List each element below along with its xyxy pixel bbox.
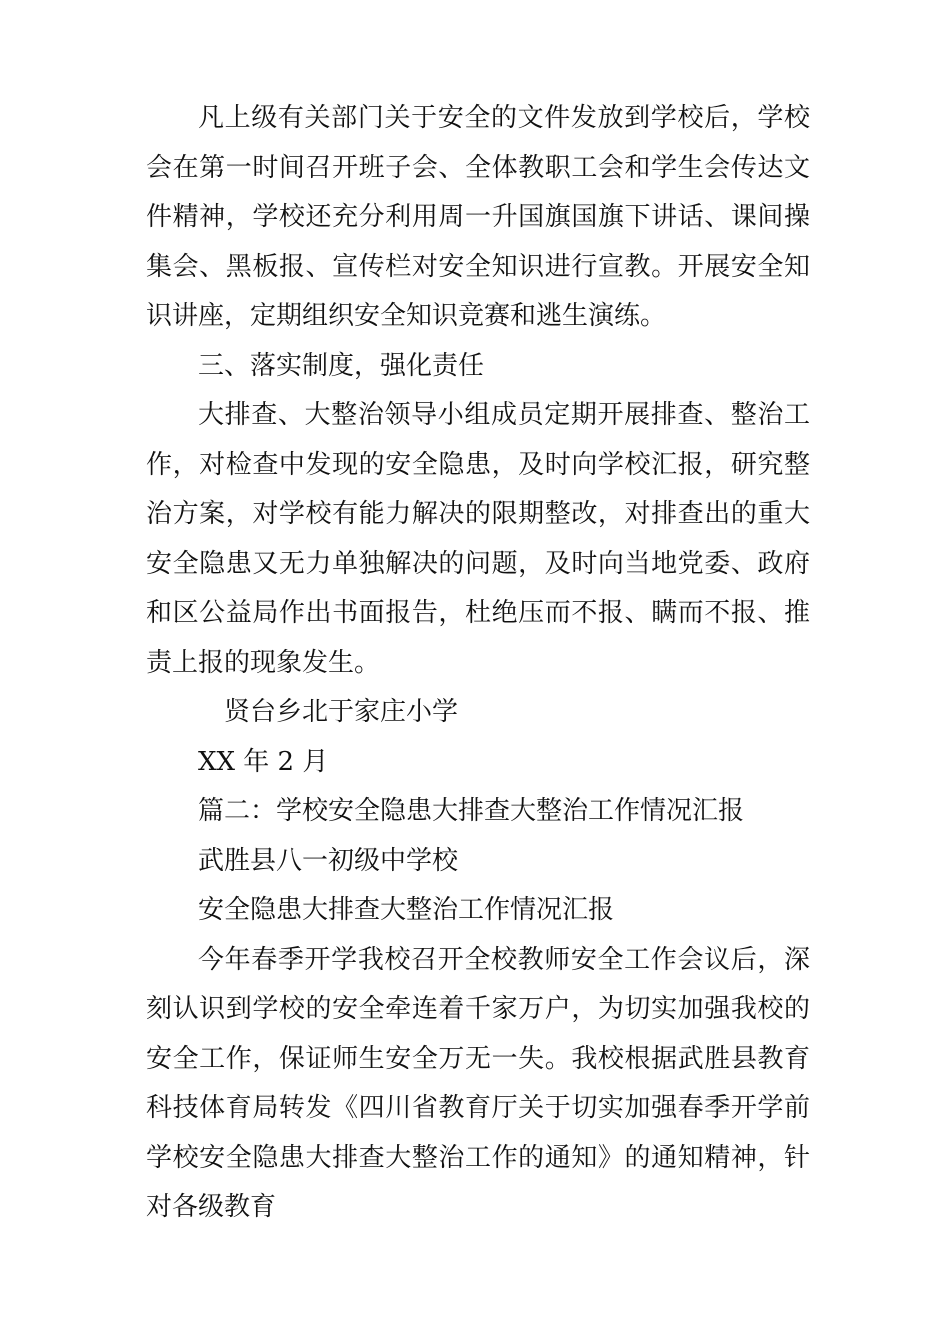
- section-heading-three: 三、落实制度，强化责任: [198, 350, 485, 381]
- paragraph-spring-semester-meeting: 今年春季开学我校召开全校教师安全工作会议后，深刻认识到学校的安全牵连着千家万户，为切实加强我校的安全工作，保证师生安全万无一失。我校根据武胜县教育科技体育局转发《四川省教育厅关于切实加强春季开学前学校安全隐患大排查大整治工作的通知》的通知精神，针对各级教育: [146, 944, 810, 1222]
- school-name: 武胜县八一初级中学校: [198, 845, 459, 876]
- signature-date: XX 年 2 月: [198, 746, 329, 777]
- part-two-title: 篇二：学校安全隐患大排查大整治工作情况汇报: [198, 796, 745, 826]
- report-title: 安全隐患大排查大整治工作情况汇报: [198, 895, 615, 925]
- signature-school: 贤台乡北于家庄小学: [224, 697, 459, 727]
- paragraph-inspection-rectification: 大排查、大整治领导小组成员定期开展排查、整治工作，对检查中发现的安全隐患，及时向学校汇报，研究整治方案，对学校有能力解决的限期整改，对排查出的重大安全隐患又无力单独解决的问题，及时向当地党委、政府和区公益局作出书面报告，杜绝压而不报、瞒而不报、推责上报的现象发生。: [146, 400, 810, 678]
- document-body: [146, 94, 810, 1233]
- paragraph-safety-publicity: 凡上级有关部门关于安全的文件发放到学校后，学校会在第一时间召开班子会、全体教职工会和学生会传达文件精神，学校还充分利用周一升国旗国旗下讲话、课间操集会、黑板报、宣传栏对安全知识进行宣教。开展安全知识讲座，定期组织安全知识竞赛和逃生演练。: [146, 103, 810, 331]
